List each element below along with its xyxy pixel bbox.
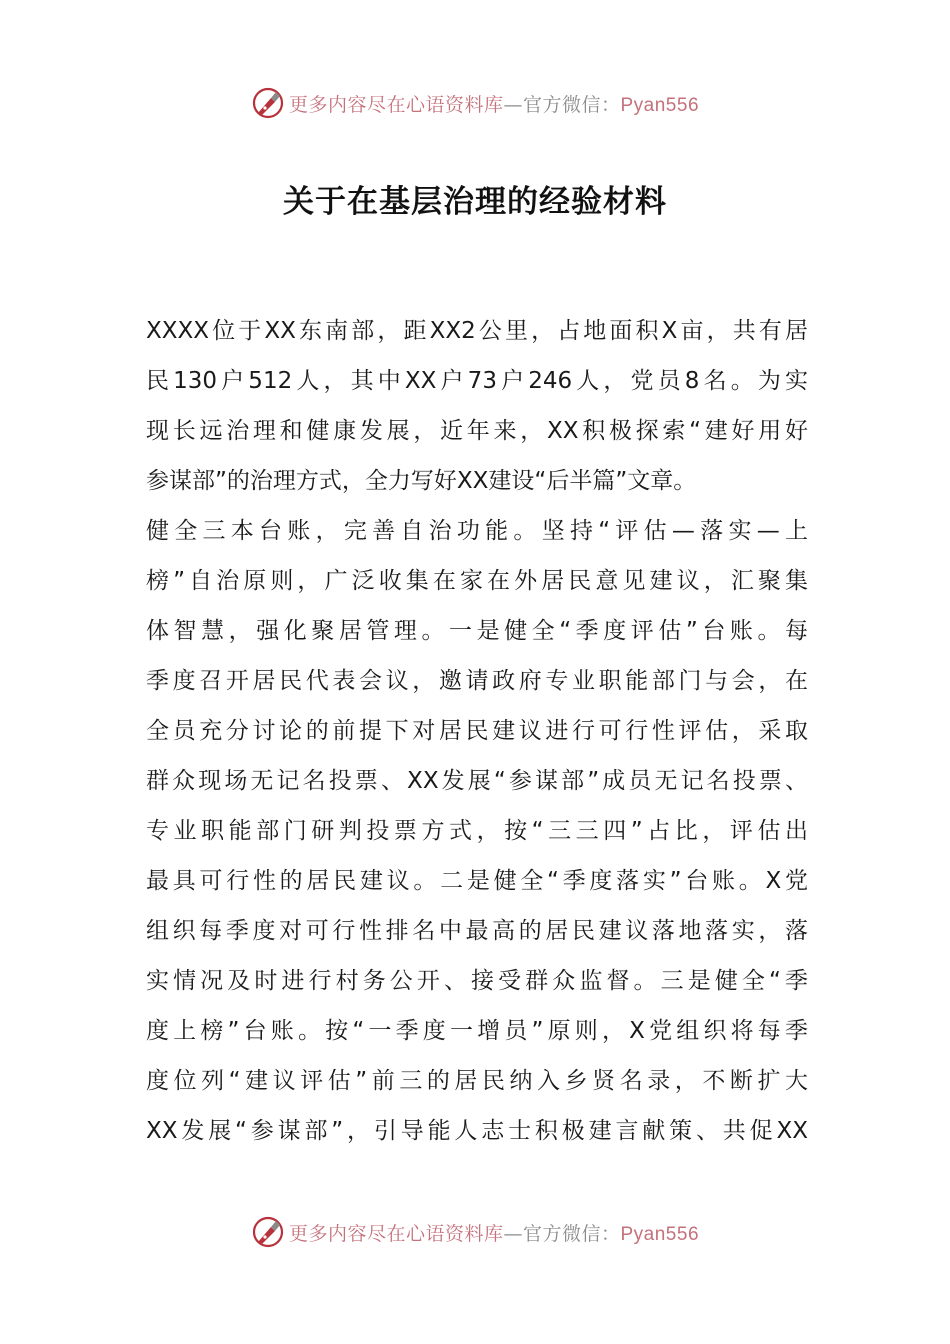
text-line: XXXX位于XX东南部，距XX2公里，占地面积X亩，共有居: [146, 318, 808, 344]
watermark-separator: —: [503, 93, 523, 116]
paragraph: [146, 306, 808, 506]
wechat-id: Pyan556: [620, 94, 700, 116]
text-line: 度上榜”台账。按“一季度一增员”原则，X党组织将每季: [146, 1018, 808, 1044]
document-title: 关于在基层治理的经验材料: [283, 184, 667, 220]
watermark-separator: —: [503, 1222, 523, 1245]
wechat-label: 官方微信：: [522, 1222, 621, 1245]
text-line: 健全三本台账，完善自治功能。坚持“评估—落实—上: [146, 518, 808, 544]
wechat-id: Pyan556: [620, 1223, 700, 1245]
pen-nib-circle-icon: [251, 86, 285, 120]
text-line: 参谋部”的治理方式，全力写好XX建设“后半篇”文章。: [146, 468, 697, 494]
watermark-text: [289, 90, 699, 117]
text-line: 群众现场无记名投票、XX发展“参谋部”成员无记名投票、: [146, 768, 808, 794]
text-line: XX发展“参谋部”，引导能人志士积极建言献策、共促XX: [146, 1118, 808, 1144]
pen-nib-circle-icon: [251, 1215, 285, 1249]
text-line: 度位列“建议评估”前三的居民纳入乡贤名录，不断扩大: [146, 1068, 808, 1094]
text-line: 季度召开居民代表会议，邀请政府专业职能部门与会，在: [146, 668, 808, 694]
text-line: 实情况及时进行村务公开、接受群众监督。三是健全“季: [146, 968, 808, 994]
text-line: 民130户512人，其中XX户73户246人，党员8名。为实: [146, 368, 808, 394]
header-watermark-banner: [0, 83, 950, 123]
footer-watermark-banner: [0, 1212, 950, 1252]
document-body: [146, 306, 808, 1156]
watermark-slogan: 更多内容尽在心语资料库: [288, 93, 504, 116]
watermark-text: [289, 1219, 699, 1246]
wechat-label: 官方微信：: [522, 93, 621, 116]
text-line: 最具可行性的居民建议。二是健全“季度落实”台账。X党: [146, 868, 808, 894]
text-line: 全员充分讨论的前提下对居民建议进行可行性评估，采取: [146, 718, 808, 744]
text-line: 榜”自治原则，广泛收集在家在外居民意见建议，汇聚集: [146, 568, 808, 594]
paragraph: [146, 506, 808, 1156]
text-line: 现长远治理和健康发展，近年来，XX积极探索“建好用好: [146, 418, 808, 444]
text-line: 专业职能部门研判投票方式，按“三三四”占比，评估出: [146, 818, 808, 844]
text-line: 组织每季度对可行性排名中最高的居民建议落地落实，落: [146, 918, 808, 944]
watermark-slogan: 更多内容尽在心语资料库: [288, 1222, 504, 1245]
text-line: 体智慧，强化聚居管理。一是健全“季度评估”台账。每: [146, 618, 808, 644]
